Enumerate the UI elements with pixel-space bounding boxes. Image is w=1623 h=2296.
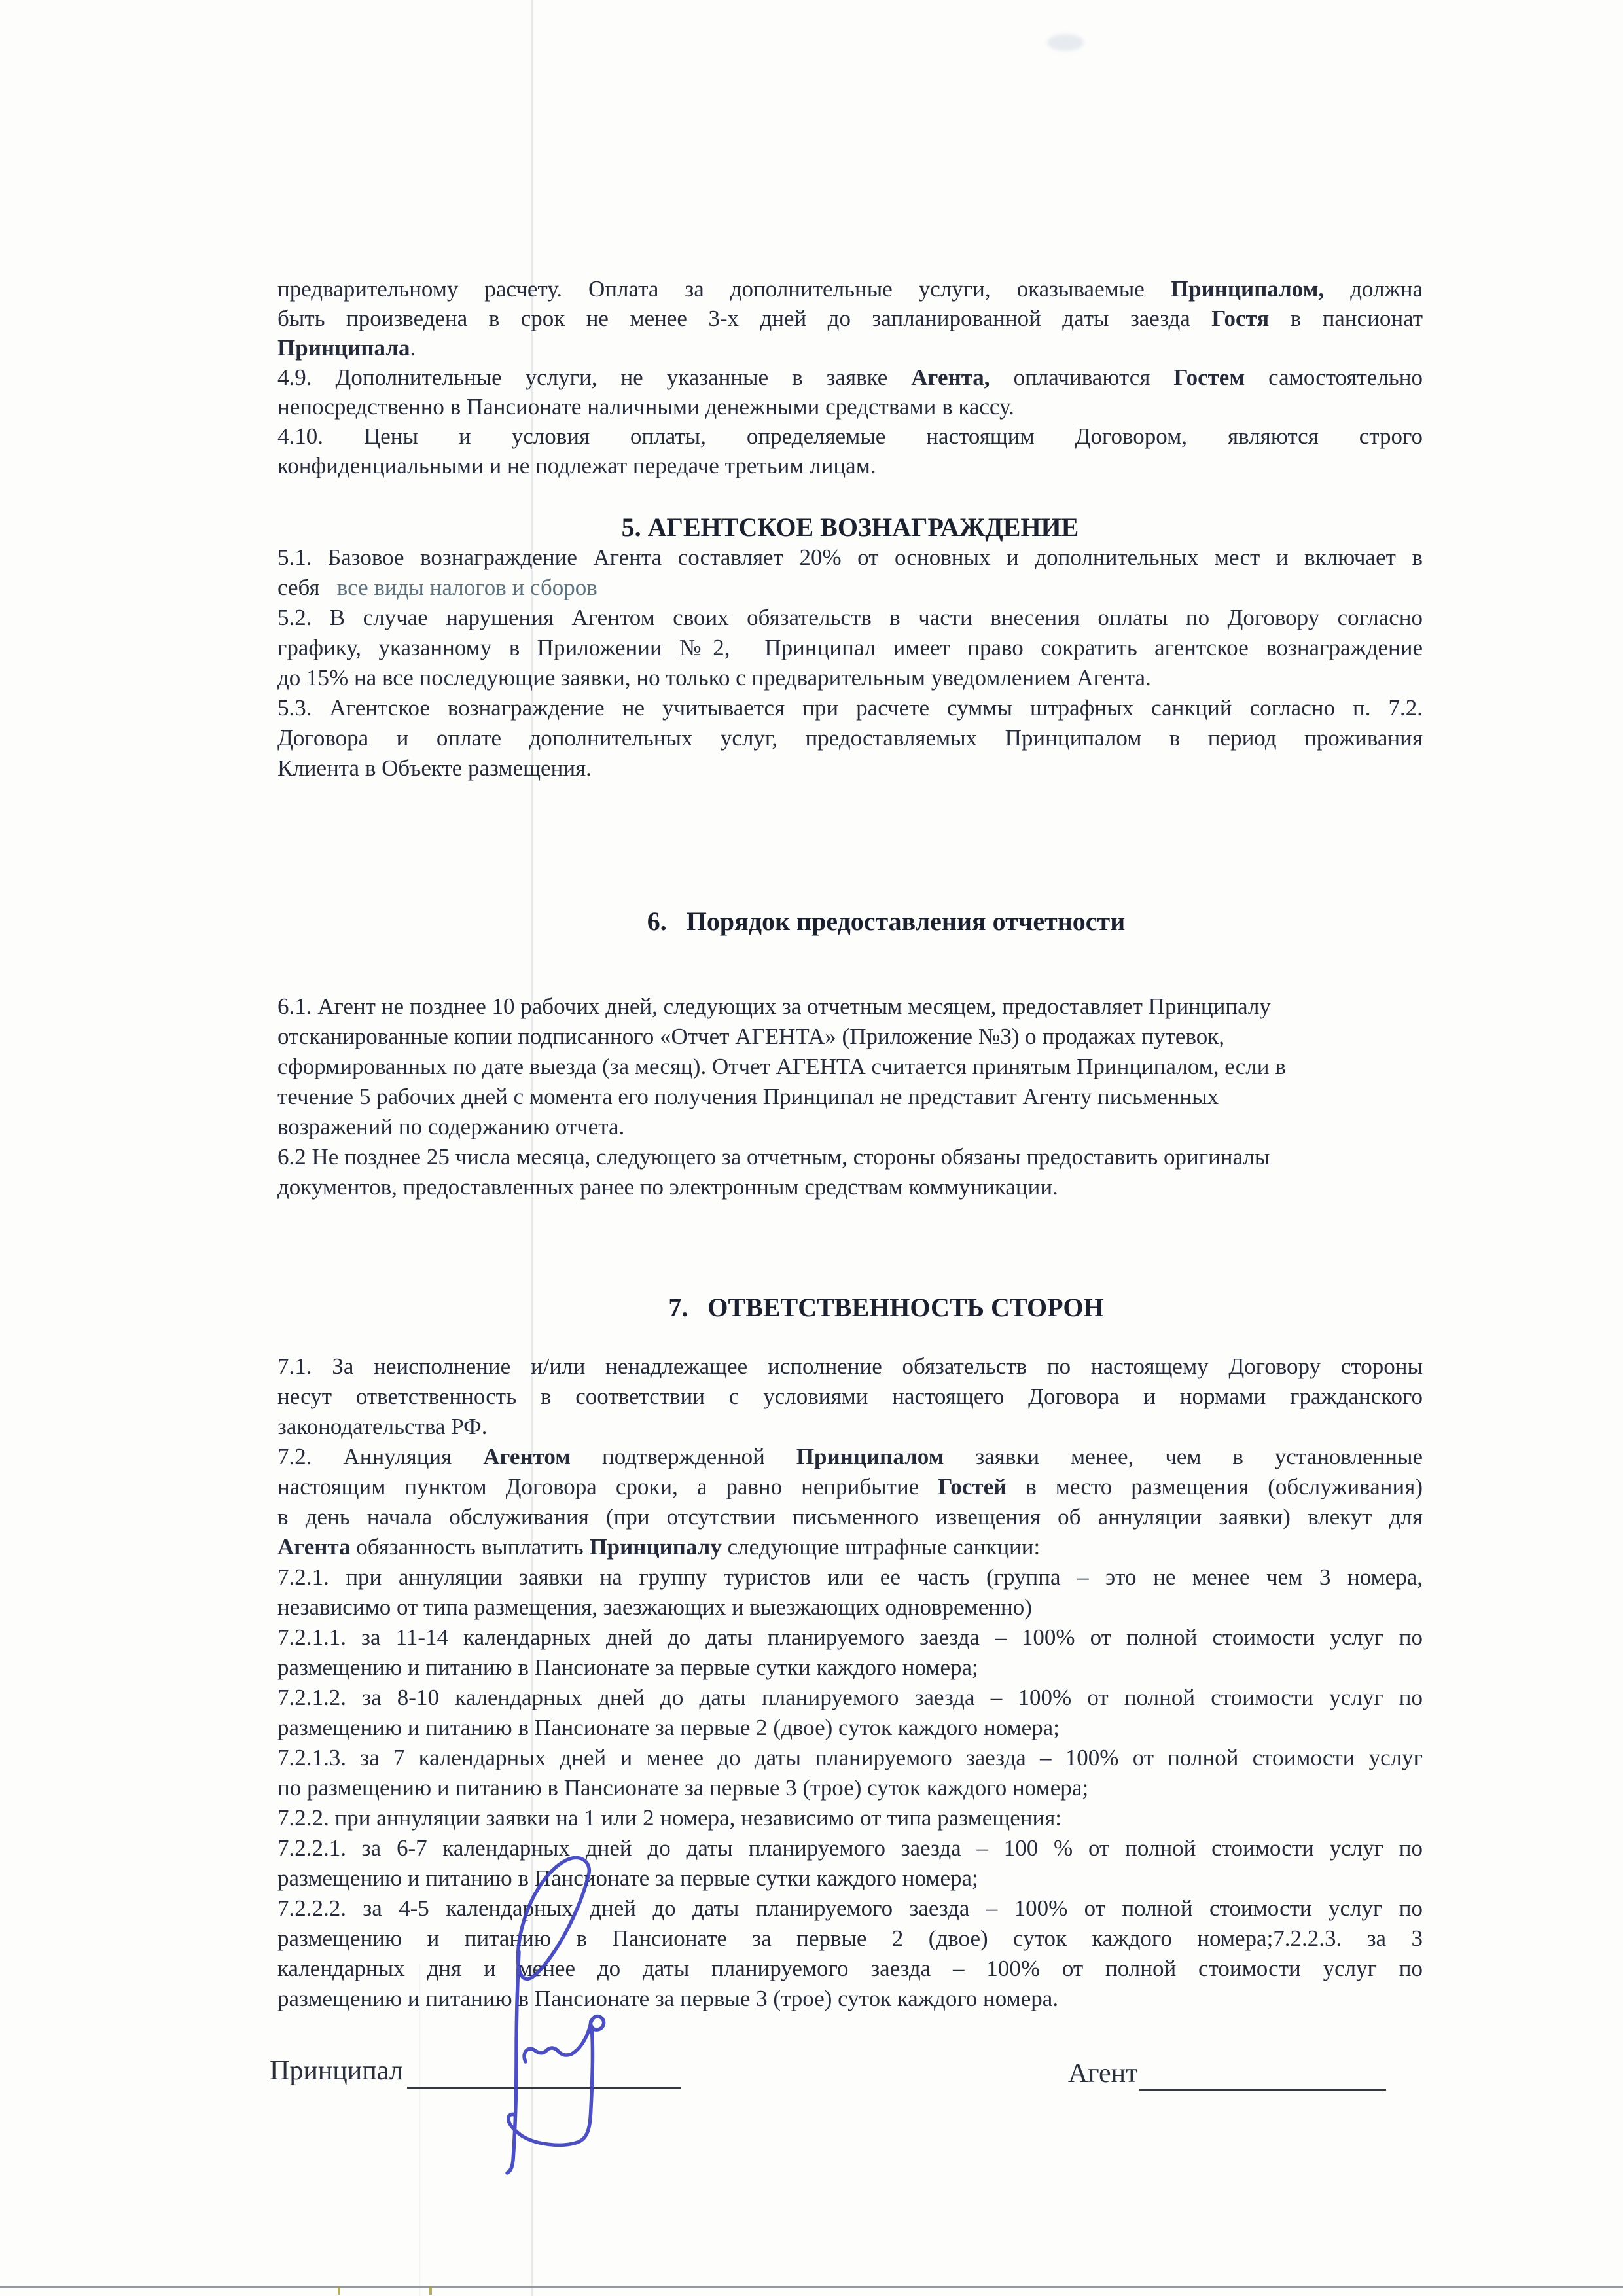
text-segment: графику, указанному в Приложении №2, Принципал имеет право сократить агентское вознаграждение [277, 635, 1423, 660]
para-4-10 [277, 422, 1423, 480]
text-segment: по размещению и питанию в Пансионате за первые 3 (трое) суток каждого номера; [277, 1775, 1089, 1801]
para-7-2-2-1 [277, 1833, 1423, 1893]
text-line [277, 1984, 1423, 2014]
emphasized-term: Принципала [277, 335, 410, 361]
text-line [277, 1833, 1423, 1863]
text-segment: себя [277, 575, 337, 600]
section-5-heading: 5. АГЕНТСКОЕ ВОЗНАГРАЖДЕНИЕ [621, 512, 1079, 542]
para-7-2 [277, 1442, 1423, 1562]
text-segment: отсканированные копии подписанного «Отчет АГЕНТА» (Приложение №3) о продажах путевок, [277, 1024, 1224, 1049]
text-line [277, 1562, 1423, 1592]
text-segment: в место размещения (обслуживания) [1007, 1474, 1423, 1499]
para-5-2 [277, 603, 1423, 693]
text-line [277, 1773, 1423, 1803]
text-segment: независимо от типа размещения, заезжающих и выезжающих одновременно) [277, 1594, 1032, 1620]
section-6-heading: 6. Порядок предоставления отчетности [647, 906, 1126, 936]
text-line [277, 363, 1423, 392]
text-line [277, 663, 1423, 693]
text-line [277, 1172, 1423, 1202]
text-line [277, 333, 1423, 363]
text-segment: 5.1. Базовое вознаграждение Агента составляет 20% от основных и дополнительных мест и включает в [277, 545, 1423, 570]
text-line [277, 1352, 1423, 1382]
text-segment: размещению и питанию в Пансионате за первые сутки каждого номера; [277, 1655, 978, 1680]
para-7-1 [277, 1352, 1423, 1442]
emphasized-term: Гостя [1211, 306, 1270, 331]
text-line [277, 1052, 1423, 1082]
text-segment: календарных дня и менее до даты планируемого заезда – 100% от полной стоимости услуг по [277, 1956, 1423, 1981]
text-line [277, 573, 1423, 603]
text-segment: предварительному расчету. Оплата за дополнительные услуги, оказываемые [277, 276, 1171, 302]
agent-signature-label: Агент [1068, 2058, 1138, 2089]
text-segment: Договора и оплате дополнительных услуг, предоставляемых Принципалом в период проживания [277, 725, 1423, 751]
text-line [277, 1472, 1423, 1502]
text-block-section7 [277, 1352, 1423, 2014]
text-line [277, 1112, 1423, 1142]
text-line [277, 1082, 1423, 1112]
text-line [277, 992, 1423, 1022]
text-line [277, 1713, 1423, 1743]
text-block-section5 [277, 543, 1423, 783]
emphasized-term: Гостей [938, 1474, 1007, 1499]
text-line [277, 633, 1423, 663]
text-line [277, 1954, 1423, 1984]
principal-signature-line [407, 2087, 681, 2089]
principal-signature-label: Принципал [270, 2056, 403, 2086]
text-segment: размещению и питанию в Пансионате за первые 3 (трое) суток каждого номера. [277, 1986, 1059, 2011]
text-segment: 4.10. Цены и условия оплаты, определяемые настоящим Договором, являются строго [277, 423, 1423, 449]
text-line [277, 1532, 1423, 1562]
text-segment: 7.2.2. при аннуляции заявки на 1 или 2 номера, независимо от типа размещения: [277, 1805, 1062, 1831]
text-line [277, 1022, 1423, 1052]
text-segment: в пансионат [1269, 306, 1423, 331]
emphasized-term: Агентом [483, 1444, 571, 1469]
emphasized-term: Агента [277, 1534, 351, 1560]
text-segment: . [410, 335, 416, 361]
text-segment: 7.2.2.2. за 4-5 календарных дней до даты планируемого заезда – 100% от полной стоимости услуг по [277, 1895, 1423, 1921]
para-4-9 [277, 363, 1423, 422]
text-line [277, 304, 1423, 333]
agent-signature-line [1139, 2089, 1386, 2091]
section-7-heading: 7. ОТВЕТСТВЕННОСТЬ СТОРОН [668, 1293, 1104, 1322]
text-line [277, 1743, 1423, 1773]
text-block-section4 [277, 274, 1423, 480]
emphasized-term: Агента, [911, 365, 990, 390]
text-segment: должна [1324, 276, 1423, 302]
text-line [277, 1893, 1423, 1924]
text-line [277, 753, 1423, 783]
text-line [277, 693, 1423, 723]
text-line [277, 1924, 1423, 1954]
text-segment: 7.2.2.1. за 6-7 календарных дней до даты планируемого заезда – 100 % от полной стоимости услуг по [277, 1835, 1423, 1861]
text-line [277, 392, 1423, 422]
text-segment: 7.2.1.1. за 11-14 календарных дней до даты планируемого заезда – 100% от полной стоимости услуг по [277, 1624, 1423, 1650]
para-7-2-1 [277, 1562, 1423, 1623]
text-line [277, 1592, 1423, 1623]
text-segment: 7.2.1.2. за 8-10 календарных дней до даты планируемого заезда – 100% от полной стоимости услуг по [277, 1685, 1423, 1710]
text-line [277, 1442, 1423, 1472]
text-line [277, 723, 1423, 753]
scan-smudge [1047, 34, 1084, 51]
emphasized-term: Принципалом [796, 1444, 944, 1469]
text-line [277, 1412, 1423, 1442]
text-line [277, 603, 1423, 633]
text-segment: размещению и питанию в Пансионате за первые сутки каждого номера; [277, 1865, 978, 1891]
text-line [277, 1623, 1423, 1653]
scan-edge-mark [429, 2287, 432, 2295]
text-segment: 4.9. Дополнительные услуги, не указанные в заявке [277, 365, 912, 390]
text-segment: несут ответственность в соответствии с условиями настоящего Договора и нормами гражданского [277, 1384, 1423, 1409]
text-segment: 7.2. Аннуляция [277, 1444, 484, 1469]
text-line [277, 1863, 1423, 1893]
text-line [277, 1803, 1423, 1833]
text-segment: размещению и питанию в Пансионате за первые 2 (двое) суток каждого номера; [277, 1715, 1060, 1740]
para-7-2-2 [277, 1803, 1423, 1833]
para-6-1 [277, 992, 1423, 1142]
text-segment: документов, предоставленных ранее по электронным средствам коммуникации. [277, 1174, 1058, 1200]
text-line [277, 1382, 1423, 1412]
para-5-3 [277, 693, 1423, 783]
text-segment: настоящим пунктом Договора сроки, а равно неприбытие [277, 1474, 938, 1499]
text-segment: конфиденциальными и не подлежат передаче третьим лицам. [277, 453, 876, 478]
text-line [277, 1683, 1423, 1713]
text-line [277, 422, 1423, 451]
text-segment: все виды налогов и сборов [336, 575, 597, 600]
text-block-section6 [277, 992, 1423, 1202]
page-bottom-edge-line [0, 2286, 1623, 2288]
para-7-2-1-3 [277, 1743, 1423, 1803]
scan-edge-mark [338, 2287, 340, 2295]
text-segment: 6.2 Не позднее 25 числа месяца, следующего за отчетным, стороны обязаны предоставить оригиналы [277, 1144, 1270, 1170]
para-7-2-1-1 [277, 1623, 1423, 1683]
text-segment: Клиента в Объекте размещения. [277, 755, 592, 781]
text-segment: законодательства РФ. [277, 1414, 488, 1439]
text-segment: размещению и питанию в Пансионате за первые 2 (двое) суток каждого номера;7.2.2.3. за 3 [277, 1926, 1423, 1951]
text-line [277, 1502, 1423, 1532]
text-segment: 5.2. В случае нарушения Агентом своих обязательств в части внесения оплаты по Договору согласно [277, 605, 1423, 630]
para-5-1 [277, 543, 1423, 603]
text-segment: течение 5 рабочих дней с момента его получения Принципал не представит Агенту письменных [277, 1084, 1219, 1109]
text-segment: до 15% на все последующие заявки, но только с предварительным уведомлением Агента. [277, 665, 1151, 691]
text-line [277, 1653, 1423, 1683]
text-segment: оплачиваются [990, 365, 1174, 390]
text-segment: непосредственно в Пансионате наличными денежными средствами в кассу. [277, 394, 1014, 420]
para-7-2-2-2-and-3 [277, 1893, 1423, 2014]
emphasized-term: Принципалом, [1170, 276, 1325, 302]
text-segment: в день начала обслуживания (при отсутствии письменного извещения об аннуляции заявки) влекут для [277, 1504, 1423, 1530]
text-segment: 7.2.1.3. за 7 календарных дней и менее до даты планируемого заезда – 100% от полной стоимости услуг [277, 1745, 1423, 1770]
text-segment: подтвержденной [571, 1444, 796, 1469]
text-segment: 6.1. Агент не позднее 10 рабочих дней, следующих за отчетным месяцем, предоставляет Принципалу [277, 994, 1271, 1019]
text-line [277, 451, 1423, 480]
text-segment: 7.1. За неисполнение и/или ненадлежащее исполнение обязательств по настоящему Договору стороны [277, 1354, 1423, 1379]
text-segment: 5.3. Агентское вознаграждение не учитывается при расчете суммы штрафных санкций согласно п. 7.2. [277, 695, 1423, 721]
emphasized-term: Принципалу [589, 1534, 722, 1560]
text-segment: 7.2.1. при аннуляции заявки на группу туристов или ее часть (группа – это не менее чем 3 номера, [277, 1564, 1423, 1590]
text-segment: заявки менее, чем в установленные [944, 1444, 1423, 1469]
para-4-8-continuation [277, 274, 1423, 363]
emphasized-term: Гостем [1173, 365, 1245, 390]
text-segment: сформированных по дате выезда (за месяц). Отчет АГЕНТА считается принятым Принципалом, если в [277, 1054, 1286, 1079]
text-segment: быть произведена в срок не менее 3-х дней до запланированной даты заезда [277, 306, 1212, 331]
text-segment: следующие штрафные санкции: [721, 1534, 1041, 1560]
para-7-2-1-2 [277, 1683, 1423, 1743]
text-segment: самостоятельно [1245, 365, 1423, 390]
text-segment: обязанность выплатить [350, 1534, 590, 1560]
text-segment: возражений по содержанию отчета. [277, 1114, 625, 1139]
text-line [277, 1142, 1423, 1172]
para-6-2 [277, 1142, 1423, 1202]
text-line [277, 543, 1423, 573]
text-line [277, 274, 1423, 304]
